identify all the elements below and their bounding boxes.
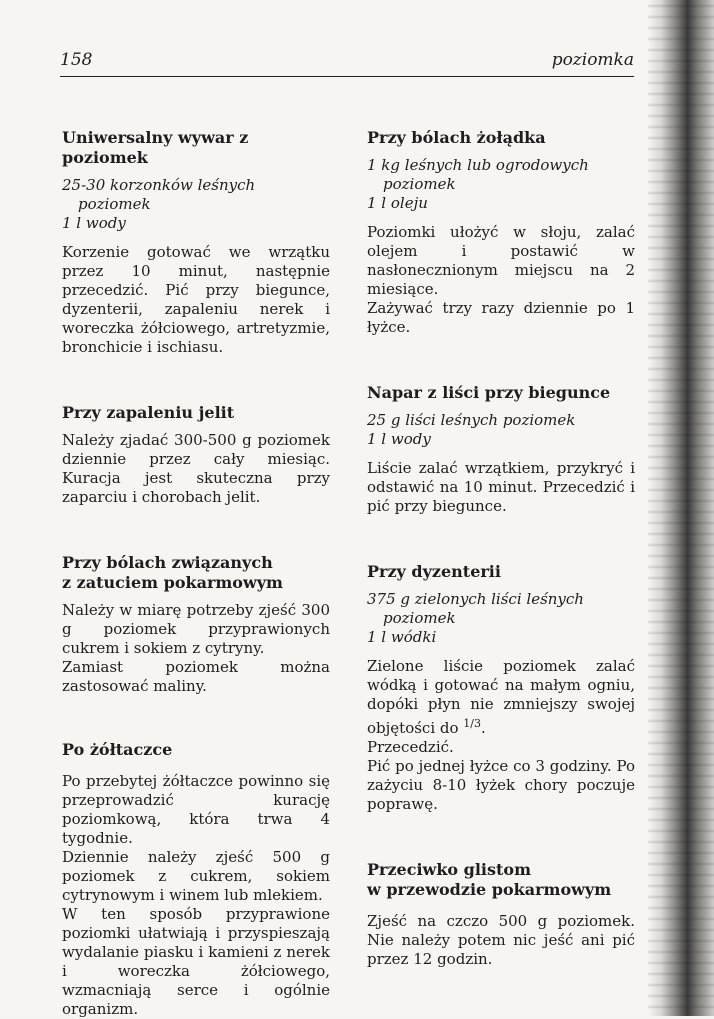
ingredients: [367, 590, 635, 647]
recipe-text: [367, 912, 635, 969]
paragraph: Dziennie należy zjeść 500 g poziomek z cukrem, sokiem cytrynowym i winem lub mlekiem.: [62, 848, 330, 904]
recipe-dysentery: [367, 562, 635, 814]
recipe-food-poisoning: [62, 553, 330, 696]
left-column: [62, 128, 330, 1019]
paragraph: Należy zjadać 300-500 g poziomek dziennie przez cały miesiąc. Kuracja jest skuteczna przy zaparciu i chorobach jelit.: [62, 431, 330, 506]
ingredients: [62, 176, 330, 233]
recipe-title: Uniwersalny wywar z poziomek: [62, 128, 249, 167]
text-run: .: [481, 719, 486, 737]
recipe-text: [62, 601, 330, 696]
ingredient: 1 kg leśnych lub ogrodowych poziomek: [367, 156, 589, 193]
ingredients: [367, 411, 635, 449]
ingredient: 1 l wody: [62, 214, 126, 232]
recipe-title: Przy dyzenterii: [367, 562, 501, 581]
title-line: w przewodzie pokarmowym: [367, 880, 612, 899]
paragraph: Należy w miarę potrzeby zjeść 300 g poziomek przyprawionych cukrem i sokiem z cytryny.: [62, 601, 330, 657]
recipe-title: Przy bólach żołądka: [367, 128, 546, 147]
recipe-stomach-pain: [367, 128, 635, 337]
title-line: z zatuciem pokarmowym: [62, 573, 283, 592]
ingredient: 375 g zielonych liści leśnych poziomek: [367, 590, 584, 627]
paragraph: Korzenie gotować we wrzątku przez 10 minut, następnie przecedzić. Pić przy biegunce, dyzenterii, zapaleniu nerek i woreczka żółciowego, artretyzmie, bronchicie i ischiasu.: [62, 243, 330, 356]
paragraph: Zjeść na czczo 500 g poziomek. Nie należy potem nic jeść ani pić przez 12 godzin.: [367, 912, 635, 968]
recipe-after-jaundice: [62, 740, 330, 1019]
paragraph: Przecedzić.: [367, 738, 454, 756]
text-run: Zielone liście poziomek zalać wódką i gotować na małym ogniu, dopóki płyn nie zmniejszy swojej objętości do: [367, 657, 635, 737]
paragraph: [367, 657, 635, 738]
ingredient: 1 l wody: [367, 430, 431, 448]
recipe-text: [367, 459, 635, 516]
recipe-title: [62, 553, 330, 593]
ingredient: 1 l oleju: [367, 194, 428, 212]
ingredient: 25 g liści leśnych poziomek: [367, 411, 576, 429]
recipe-title: Przy zapaleniu jelit: [62, 403, 235, 422]
recipe-text: [62, 243, 330, 357]
paragraph: Po przebytej żółtaczce powinno się przeprowadzić kurację poziomkową, która trwa 4 tygodnie.: [62, 772, 330, 847]
recipe-title: [367, 860, 635, 900]
recipe-universal-decoction: [62, 128, 330, 357]
ingredient: 25-30 korzonków leśnych poziomek: [62, 176, 256, 213]
recipe-title: Napar z liści przy biegunce: [367, 383, 611, 402]
paragraph: W ten sposób przyprawione poziomki ułatwiają i przyspieszają wydalanie piasku i kamieni z nerek i woreczka żółciowego, wzmacniają serce i ogólnie organizm.: [62, 905, 330, 1018]
recipe-text: [367, 223, 635, 337]
page-binding-shadow: [648, 0, 714, 1016]
recipe-leaf-infusion: [367, 383, 635, 516]
title-line: Przeciwko glistom: [367, 860, 531, 879]
recipe-text: [367, 657, 635, 814]
page-header: [60, 50, 634, 77]
page-number: 158: [60, 50, 93, 70]
paragraph: Zamiast poziomek można zastosować maliny.: [62, 658, 330, 695]
ingredients: [367, 156, 635, 213]
recipe-title: Po żółtaczce: [62, 740, 173, 759]
recipe-intestinal-inflammation: [62, 403, 330, 507]
recipe-text: [62, 431, 330, 507]
paragraph: Liście zalać wrzątkiem, przykryć i odstawić na 10 minut. Przecedzić i pić przy biegunce.: [367, 459, 635, 515]
title-line: Przy bólach związanych: [62, 553, 273, 572]
recipe-text: [62, 772, 330, 1019]
fraction: 1/3: [463, 717, 481, 730]
recipe-against-worms: [367, 860, 635, 969]
ingredient: 1 l wódki: [367, 628, 437, 646]
right-column: [367, 128, 635, 969]
running-head: poziomka: [551, 50, 634, 70]
paragraph: Zażywać trzy razy dziennie po 1 łyżce.: [367, 299, 635, 336]
paragraph: Poziomki ułożyć w słoju, zalać olejem i postawić w nasłonecznionym miejscu na 2 miesiące.: [367, 223, 635, 298]
paragraph: Pić po jednej łyżce co 3 godziny. Po zażyciu 8-10 łyżek chory poczuje poprawę.: [367, 757, 635, 813]
